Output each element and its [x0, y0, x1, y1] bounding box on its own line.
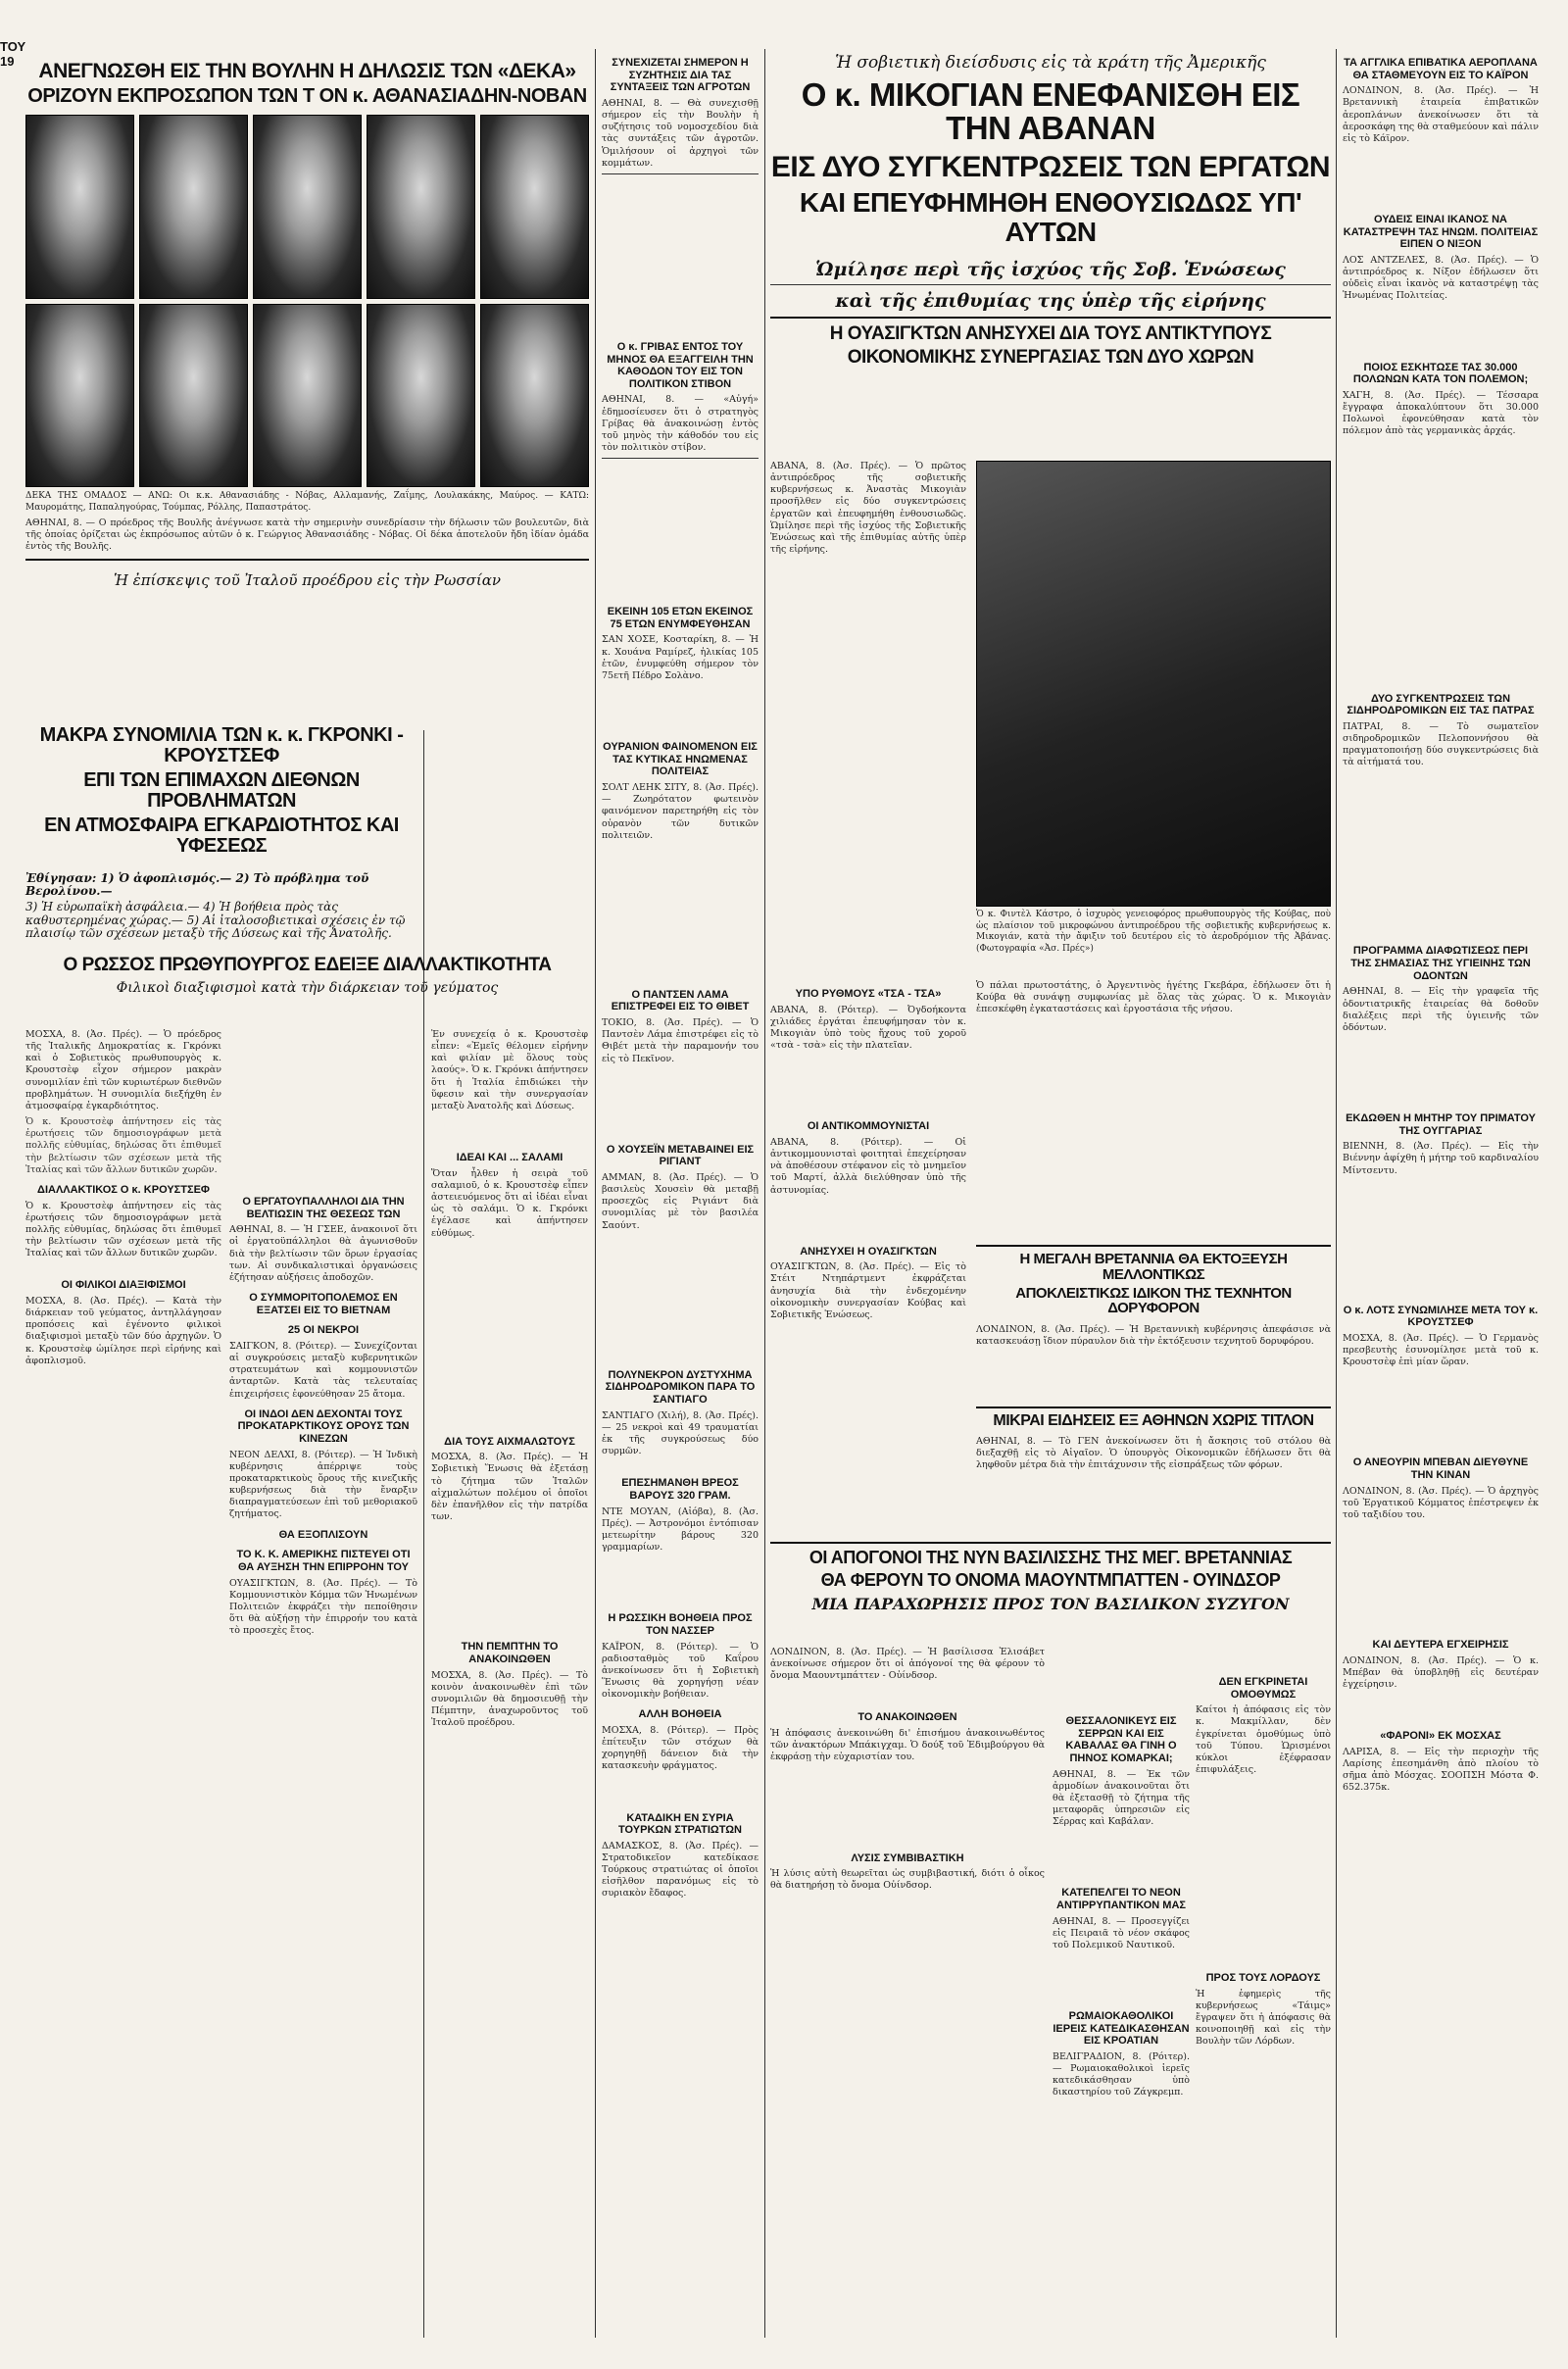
not-approved-text: Καίτοι ἡ ἀπόφασις εἰς τὸν κ. Μακμίλλαν, δὲν ἐγκρίνεται ὁμοθύμως ὑπὸ τοῦ Τύπου. Ὡρισμένοι κύκλοι ἐξέφρασαν ἐπιφυλάξεις. — [1196, 1704, 1331, 1776]
britain-block — [976, 1240, 1331, 1534]
solution-subhead: ΛΥΣΙΣ ΣΥΜΒΙΒΑΣΤΙΚΗ — [851, 1851, 964, 1864]
sky-text: ΣΟΛΤ ΛΕΗΚ ΣΙΤΥ, 8. (Ἀσ. Πρές). — Ζωηρότατον φωτεινὸν φαινόμενον παρετηρήθη εἰς τὸν οὐρανὸν τῶν δυτικῶν πολιτειῶν. — [602, 782, 759, 841]
nixon-text: ΛΟΣ ΑΝΤΖΕΛΕΣ, 8. (Ἀσ. Πρές). — Ὁ ἀντιπρόεδρος κ. Νίξον ἐδήλωσεν ὅτι οὐδεὶς εἶναι ἱκανὸς νὰ καταστρέψῃ τὰς Ἡνωμένας Πολιτείας. — [1343, 254, 1539, 302]
rail-meeting-headline: ΔΥΟ ΣΥΓΚΕΝΤΡΩΣΕΙΣ ΤΩΝ ΣΙΔΗΡΟΔΡΟΜΙΚΩΝ ΕΙΣ ΤΑΣ ΠΑΤΡΑΣ — [1347, 692, 1535, 717]
farmers-headline: ΣΥΝΕΧΙΖΕΤΑΙ ΣΗΜΕΡΟΝ Η ΣΥΖΗΤΗΣΙΣ ΔΙΑ ΤΑΣ ΣΥΝΤΑΞΕΙΣ ΤΩΝ ΑΓΡΟΤΩΝ — [610, 57, 751, 94]
aid-text: ΚΑΪΡΟΝ, 8. (Ρόιτερ). — Ὁ ραδιοσταθμὸς τοῦ Καΐρου ἀνεκοίνωσεν ὅτι ἡ Σοβιετικὴ Ἕνωσις θὰ χορηγήσῃ νέαν οἰκονομικὴν βοήθειαν. — [602, 1641, 759, 1701]
portrait-photo — [367, 304, 475, 488]
divider — [602, 173, 759, 174]
havana-text: ΑΒΑΝΑ, 8. (Ἀσ. Πρές). — Ὁ πρῶτος ἀντιπρόεδρος τῆς σοβιετικῆς κυβερνήσεως κ. Ἀναστὰς Μικογιὰν προσῆλθεν εἰς δύο συγκεντρώσεις ἐργατῶν καὶ ἐπευφημήθη ἐνθουσιωδῶς. Ὡμίλησε περὶ τῆς ἰσχύος τῆς Σοβιετικῆς Ἑνώσεως καὶ τῆς ἐπιθυμίας αὐτῆς ὑπὲρ τῆς εἰρήνης. — [770, 461, 966, 556]
fifth-text: ΜΟΣΧΑ, 8. (Ἀσ. Πρές). — Τὸ κοινὸν ἀνακοινωθὲν ἐπὶ τῶν συνομιλιῶν θὰ δημοσιευθῇ τὴν Πέμπτην, ἀναχωροῦντος τοῦ Ἰταλοῦ προέδρου. — [431, 1669, 588, 1729]
photo-caption-block — [976, 910, 1331, 978]
other-aid-text: ΜΟΣΧΑ, 8. (Ρόιτερ). — Πρὸς ἐπίτευξιν τῶν στόχων θὰ χορηγηθῇ δάνειον διὰ τὴν κατασκευὴν φράγματος. — [602, 1724, 759, 1772]
war-text: ΧΑΓΗ, 8. (Ἀσ. Πρές). — Τέσσαρα ἔγγραφα ἀποκαλύπτουν ὅτι 30.000 Πολωνοὶ ἐφονεύθησαν κατὰ τὸν πόλεμον ἀπὸ τὰς γερμανικὰς ἀρχάς. — [1343, 389, 1539, 437]
main-headline-line2: ΟΡΙΖΟΥΝ ΕΚΠΡΟΣΩΠΟΝ ΤΩΝ Τ ΟΝ κ. ΑΘΑΝΑΣΙΑΔΗΝ-ΝΟΒΑΝ — [27, 85, 587, 108]
portrait-photo — [367, 115, 475, 299]
havana-text-block — [770, 461, 966, 921]
not-approved-subhead: ΔΕΝ ΕΓΚΡΙΝΕΤΑΙ ΟΜΟΘΥΜΩΣ — [1218, 1676, 1308, 1701]
royal-text: ΛΟΝΔΙΝΟΝ, 8. (Ἀσ. Πρές). — Ἡ βασίλισσα Ἐλισάβετ ἀνεκοίνωσε σήμερον ὅτι οἱ ἀπόγονοί της θὰ φέρουν τὸ ὄνομα Μαουντμπάττεν - Οὐίνδσορ. — [770, 1647, 1045, 1682]
divider — [770, 1542, 1331, 1544]
britain-text: ΛΟΝΔΙΝΟΝ, 8. (Ἀσ. Πρές). — Ἡ Βρεταννικὴ κυβέρνησις ἀπεφάσισε νὰ κατασκευάσῃ ἴδιον πύραυλον διὰ τὴν ἐκτόξευσιν τεχνητοῦ δορυφόρου. — [976, 1324, 1331, 1348]
castro-mikoyan-photo — [976, 461, 1331, 907]
announcement-subhead: ΤΟ ΑΝΑΚΟΙΝΩΘΕΝ — [858, 1711, 957, 1724]
second-op-headline: ΚΑΙ ΔΕΥΤΕΡΑ ΕΓΧΕΙΡΗΣΙΣ — [1372, 1639, 1509, 1652]
col4-bottom-mid — [1053, 1647, 1190, 2333]
divider — [25, 559, 589, 561]
gronchi-headline-1: ΜΑΚΡΑ ΣΥΝΟΜΙΛΙΑ ΤΩΝ κ. κ. ΓΚΡΟΝΚΙ - ΚΡΟΥΣΤΣΕΦ — [39, 724, 404, 766]
topics-line-1: Ἐθίγησαν: 1) Ὁ ἀφοπλισμός.— 2) Τὸ πρόβλημα τοῦ Βερολίνου.— — [25, 871, 369, 899]
gronchi-continued: Ἐν συνεχείᾳ ὁ κ. Κρουστσὲφ εἶπεν: «Ἐμεῖς θέλομεν εἰρήνην καὶ φιλίαν μὲ ὅλους τοὺς λαούς». Ὁ κ. Γκρόνκι ἀπήντησεν ὅτι ἡ Ἰταλία ἐπιδιώκει τὴν ὕφεσιν καὶ τὴν συνεργασίαν μεταξὺ Ἀνατολῆς καὶ Δύσεως. — [431, 1029, 588, 1111]
aid-headline: Η ΡΩΣΣΙΚΗ ΒΟΗΘΕΙΑ ΠΡΟΣ ΤΟΝ ΝΑΣΣΕΡ — [608, 1612, 753, 1637]
column-rule — [764, 49, 765, 2338]
nixon-headline: ΟΥΔΕΙΣ ΕΙΝΑΙ ΙΚΑΝΟΣ ΝΑ ΚΑΤΑΣΤΡΕΨΗ ΤΑΣ ΗΝΩΜ. ΠΟΛΙΤΕΙΑΣ ΕΙΠΕΝ Ο ΝΙΞΟΝ — [1343, 214, 1539, 251]
antipollution-headline: ΚΑΤΕΠΕΛΓΕΙ ΤΟ ΝΕΟΝ ΑΝΤΙΡΡΥΠΑΝΤΙΚΟΝ ΜΑΣ — [1056, 1887, 1186, 1911]
rail-accident-headline: ΠΟΛΥΝΕΚΡΟΝ ΔΥΣΤΥΧΗΜΑ ΣΙΔΗΡΟΔΡΟΜΙΚΟΝ ΠΑΡΑ ΤΟ ΣΑΝΤΙΑΓΟ — [605, 1368, 756, 1407]
topics-block — [25, 872, 417, 951]
col2-right-body — [431, 1029, 588, 2333]
thessaloniki-headline: ΘΕΣΣΑΛΟΝΙΚΕΥΣ ΕΙΣ ΣΕΡΡΩΝ ΚΑΙ ΕΙΣ ΚΑΒΑΛΑΣ ΘΑ ΓΙΝΗ Ο ΠΗΝΟΣ ΚΟΜΑΡΚΑΙ; — [1065, 1715, 1177, 1764]
mikoyan-sub-2: καὶ τῆς ἐπιθυμίας της ὑπὲρ τῆς εἰρήνης — [835, 290, 1266, 313]
russian-pm-sub: Φιλικοὶ διαξιφισμοὶ κατὰ τὴν διάρκειαν τοῦ γεύματος — [116, 979, 499, 996]
syria-headline: ΚΑΤΑΔΙΚΗ ΕΝ ΣΥΡΙΑ ΤΟΥΡΚΩΝ ΣΤΡΑΤΙΩΤΩΝ — [618, 1811, 742, 1837]
sky-headline: ΟΥΡΑΝΙΟΝ ΦΑΙΝΟΜΕΝΟΝ ΕΙΣ ΤΑΣ ΚΥΤΙΚΑΣ ΗΝΩΜΕΝΑΣ ΠΟΛΙΤΕΙΑΣ — [603, 741, 758, 778]
col2-body — [229, 1029, 417, 2333]
moscow-text: ΜΟΣΧΑ, 8. (Ἀσ. Πρές). — Ὁ πρόεδρος τῆς Ἰταλικῆς Δημοκρατίας κ. Γκρόνκι καὶ ὁ Σοβιετικὸς πρωθυπουργὸς κ. Κρουστσὲφ εἶχον σήμερον μακρὰν συνομιλίαν ἐπὶ τῶν κυριωτέρων διεθνῶν προβλημάτων. Ἡ συνομιλία διεξήχθη ἐν ἀτμοσφαίρᾳ ἐγκαρδιότητος. — [25, 1029, 221, 1111]
lords-text: Ἡ ἐφημερὶς τῆς κυβερνήσεως «Τάιμς» ἔγραψεν ὅτι ἡ ἀπόφασις θὰ κοινοποιηθῇ καὶ εἰς τὴν Βουλὴν τῶν Λόρδων. — [1196, 1988, 1331, 2048]
syria-text: ΔΑΜΑΣΚΟΣ, 8. (Ἀσ. Πρές). — Στρατοδικεῖον κατεδίκασε Τούρκους στρατιώτας οἱ ὁποῖοι εἰσῆλθον παρανόμως εἰς τὸ συριακὸν ἔδαφος. — [602, 1840, 759, 1900]
mikoyan-sub-1: Ὡμίλησε περὶ τῆς ἰσχύος τῆς Σοβ. Ἑνώσεως — [815, 259, 1286, 281]
worry-text: ΟΥΑΣΙΓΚΤΩΝ, 8. (Ἀσ. Πρές). — Εἰς τὸ Στέιτ Ντηπάρτμεντ ἐκφράζεται ἀνησυχία διὰ τὴν ἐνδεχομένην οἰκονομικὴν συνεργασίαν Κούβας καὶ Σοβιετικῆς Ἑνώσεως. — [770, 1261, 966, 1320]
portrait-photo — [139, 115, 248, 299]
left-edge-fragment — [0, 39, 26, 2333]
grivas-text: ΑΘΗΝΑΙ, 8. — «Αὐγή» ἐδημοσίευσεν ὅτι ὁ στρατηγὸς Γρίβας θὰ ἀνακοινώσῃ ἐντὸς τοῦ μηνὸς τὴν κάθοδόν του εἰς τὸν πολιτικὸν στίβον. — [602, 394, 759, 454]
rail-accident-text: ΣΑΝΤΙΑΓΟ (Χιλή), 8. (Ἀσ. Πρές). — 25 νεκροὶ καὶ 49 τραυματίαι ἐκ τῆς συγκρούσεως δύο συρμῶν. — [602, 1409, 759, 1457]
friendly-subhead: ΟΙ ΦΙΛΙΚΟΙ ΔΙΑΞΙΦΙΣΜΟΙ — [61, 1279, 186, 1292]
mikoyan-headline-1: Ο κ. ΜΙΚΟΓΙΑΝ ΕΝΕΦΑΝΙΣΘΗ ΕΙΣ ΤΗΝ ΑΒΑΝΑΝ — [801, 75, 1300, 147]
royal-block — [770, 1537, 1331, 1645]
royal-headline-2: ΘΑ ΦΕΡΟΥΝ ΤΟ ΟΝΟΜΑ ΜΑΟΥΝΤΜΠΑΤΤΕΝ - ΟΥΙΝΔΣΟΡ — [820, 1569, 1281, 1590]
russian-pm-block — [25, 956, 589, 1024]
divider — [602, 458, 759, 459]
teeth-headline: ΠΡΟΓΡΑΜΜΑ ΔΙΑΦΩΤΙΣΕΩΣ ΠΕΡΙ ΤΗΣ ΣΗΜΑΣΙΑΣ ΤΗΣ ΥΓΙΕΙΝΗΣ ΤΩΝ ΟΔΟΝΤΩΝ — [1350, 945, 1531, 982]
divider — [770, 317, 1331, 319]
column-rule — [595, 49, 596, 2338]
mother-headline: ΕΚΔΩΘΕΝ Η ΜΗΤΗΡ ΤΟΥ ΠΡΙΜΑΤΟΥ ΤΗΣ ΟΥΓΓΑΡΙΑΣ — [1346, 1111, 1536, 1137]
mikoyan-headline-3: ΚΑΙ ΕΠΕΥΦΗΜΗΘΗ ΕΝΘΟΥΣΙΩΔΩΣ ΥΠ' ΑΥΤΩΝ — [799, 187, 1302, 247]
aneurin-headline: Ο ΑΝΕΟΥΡΙΝ ΜΠΕΒΑΝ ΔΙΕΥΘΥΝΕ ΤΗΝ ΚΙΝΑΝ — [1352, 1456, 1529, 1482]
thessaloniki-text: ΑΘΗΝΑΙ, 8. — Ἐκ τῶν ἀρμοδίων ἀνακοινοῦται ὅτι θὰ ἐξετασθῇ τὸ ζήτημα τῆς μεταφορᾶς ὑπηρεσιῶν εἰς Σέρρας καὶ Καβάλαν. — [1053, 1768, 1190, 1828]
royal-subhead: ΜΙΑ ΠΑΡΑΧΩΡΗΣΙΣ ΠΡΟΣ ΤΟΝ ΒΑΣΙΛΙΚΟΝ ΣΥΖΥΓΟΝ — [811, 1594, 1290, 1613]
main-headline-line1: ΑΝΕΓΝΩΣΘΗ ΕΙΣ ΤΗΝ ΒΟΥΛΗΝ Η ΔΗΛΩΣΙΣ ΤΩΝ «ΔΕΚΑ» — [38, 60, 576, 82]
pharoi-text: ΛΑΡΙΣΑ, 8. — Εἰς τὴν περιοχὴν τῆς Λαρίσης ἐπεσημάνθη ἀπὸ πλοίου τὸ σῆμα ἀπὸ Μόσχας. ΣΟΟΠΣΗ Μόστα Φ. 652.375κ. — [1343, 1746, 1539, 1794]
portrait-photo — [253, 304, 362, 488]
rail-meeting-text: ΠΑΤΡΑΙ, 8. — Τὸ σωματεῖον σιδηροδρομικῶν Πελοποννήσου θὰ πραγματοποιήσῃ δύο συγκεντρώσεις διὰ τὰ αἰτήματά του. — [1343, 720, 1539, 768]
teeth-text: ΑΘΗΝΑΙ, 8. — Εἰς τὴν γραφεῖα τῆς ὀδοντιατρικῆς ἑταιρείας θὰ δοθοῦν διαλέξεις περὶ τῆς ὑγιεινῆς τῶν ὀδόντων. — [1343, 986, 1539, 1033]
other-aid-subhead: ΑΛΛΗ ΒΟΗΘΕΙΑ — [638, 1708, 722, 1721]
second-op-text: ΛΟΝΔΙΝΟΝ, 8. (Ἀσ. Πρές). — Ὁ κ. Μπέβαν θὰ ὑποβληθῇ εἰς δευτέραν ἐγχείρησιν. — [1343, 1654, 1539, 1691]
portrait-photo — [480, 304, 589, 488]
airline-headline: ΤΑ ΑΓΓΛΙΚΑ ΕΠΙΒΑΤΙΚΑ ΑΕΡΟΠΛΑΝΑ ΘΑ ΣΤΑΘΜΕΥΟΥΝ ΕΙΣ ΤΟ ΚΑΪΡΟΝ — [1344, 57, 1538, 81]
nehru-text: ΣΑΝ ΧΟΣΕ, Κοσταρίκη, 8. — Ἡ κ. Χουάνα Ραμίρεζ, ἡλικίας 105 ἐτῶν, ἐνυμφεύθη σήμερον τὸν 75ετῆ Πέδρο Σολὰνο. — [602, 634, 759, 681]
portrait-photo — [25, 115, 134, 299]
royal-headline-1: ΟΙ ΑΠΟΓΟΝΟΙ ΤΗΣ ΝΥΝ ΒΑΣΙΛΙΣΣΗΣ ΤΗΣ ΜΕΓ. ΒΡΕΤΑΝΝΙΑΣ — [808, 1548, 1293, 1567]
column-rule — [1336, 49, 1337, 2338]
worry-subhead: ΑΝΗΣΥΧΕΙ Η ΟΥΑΣΙΓΚΤΩΝ — [800, 1245, 937, 1258]
prisoners-text: ΜΟΣΧΑ, 8. (Ἀσ. Πρές). — Ἡ Σοβιετικὴ Ἕνωσις θὰ ἐξετάσῃ τὸ ζήτημα τῶν Ἰταλῶν αἰχμαλώτων πολέμου οἱ ὁποῖοι δὲν ἐπανῆλθον εἰς τὴν πατρίδα των. — [431, 1452, 588, 1523]
romania-headline: ΡΩΜΑΙΟΚΑΘΟΛΙΚΟΙ ΙΕΡΕΙΣ ΚΑΤΕΔΙΚΑΣΘΗΣΑΝ ΕΙΣ ΚΡΟΑΤΙΑΝ — [1053, 2010, 1190, 2048]
grivas-headline: Ο κ. ΓΡΙΒΑΣ ΕΝΤΟΣ ΤΟΥ ΜΗΝΟΣ ΘΑ ΕΞΑΓΓΕΙΛΗ ΤΗΝ ΚΑΘΟΔΟΝ ΤΟΥ ΕΙΣ ΤΟΝ ΠΟΛΙΤΙΚΟΝ ΣΤΙΒΟΝ — [607, 340, 754, 390]
airline-text: ΛΟΝΔΙΝΟΝ, 8. (Ἀσ. Πρές). — Ἡ Βρεταννικὴ ἑταιρεία ἐπιβατικῶν ἀεροπλάνων ἀνεκοίνωσεν ὅτι τὰ ἀεροσκάφη της θὰ σταθμεύουν καὶ πάλιν εἰς τὸ Κάϊρον. — [1343, 85, 1539, 144]
col4-right-body — [976, 980, 1331, 1235]
dialogue-headline: Ο κ. ΛΟΤΣ ΣΥΝΩΜΙΛΗΣΕ ΜΕΤΑ ΤΟΥ κ. ΚΡΟΥΣΤΣΕΦ — [1343, 1304, 1539, 1329]
edge-fragment-year: 19 — [0, 54, 15, 69]
hussein-headline: Ο ΧΟΥΣΕΪΝ ΜΕΤΑΒΑΙΝΕΙ ΕΙΣ ΡΙΓΙΑΝΤ — [606, 1143, 755, 1168]
story-text: ΑΘΗΝΑΙ, 8. — Ο πρόεδρος τῆς Βουλῆς ἀνέγνωσε κατὰ τὴν σημερινὴν συνεδρίασιν τὴν δήλωσιν τῶν βουλευτῶν, διὰ τῆς ὁποίας ὁρίζεται ὡς ἐκπρόσωπος αὐτῶν ὁ κ. Γεώργιος Ἀθανασιάδης - Νόβας. Οἱ δέκα ἀποτελοῦν ἤδη ἰδίαν ὁμάδα ἐντὸς τῆς Βουλῆς. — [25, 518, 589, 553]
russian-pm-headline: Ο ΡΩΣΣΟΣ ΠΡΩΘΥΠΟΥΡΓΟΣ ΕΔΕΙΞΕ ΔΙΑΛΛΑΚΤΙΚΟΤΗΤΑ — [63, 955, 552, 975]
col1-top-block — [25, 61, 589, 727]
exoplisoun-subhead: ΘΑ ΕΞΟΠΛΙΣΟΥΝ — [278, 1528, 368, 1541]
worker-headline: Ο ΕΡΓΑΤΟΥΠΑΛΛΗΛΟΙ ΔΙΑ ΤΗΝ ΒΕΛΤΙΩΣΙΝ ΤΗΣ ΘΕΣΕΩΣ ΤΩΝ — [242, 1196, 405, 1220]
col4-left-body — [770, 980, 966, 1362]
gronchi-headline-3: ΕΝ ΑΤΜΟΣΦΑΙΡΑ ΕΓΚΑΡΔΙΟΤΗΤΟΣ ΚΑΙ ΥΦΕΣΕΩΣ — [44, 814, 399, 857]
edge-fragment-top: ΤΟΥ — [0, 39, 26, 54]
lords-subhead: ΠΡΟΣ ΤΟΥΣ ΛΟΡΔΟΥΣ — [1205, 1972, 1321, 1985]
antipollution-text: ΑΘΗΝΑΙ, 8. — Προσεγγίζει εἰς Πειραιᾶ τὸ νέον σκάφος τοῦ Πολεμικοῦ Ναυτικοῦ. — [1053, 1915, 1190, 1950]
war-headline: ΠΟΙΟΣ ΕΣΚΗΤΩΣΕ ΤΑΣ 30.000 ΠΟΛΩΝΩΝ ΚΑΤΑ ΤΟΝ ΠΟΛΕΜΟΝ; — [1352, 361, 1529, 386]
friendly-text: ΜΟΣΧΑ, 8. (Ἀσ. Πρές). — Κατὰ τὴν διάρκειαν τοῦ γεύματος, ἀντηλλάγησαν προπόσεις καὶ ἐγένοντο φιλικοὶ διαξιφισμοὶ μεταξὺ τῶν δύο ἀρχηγῶν. Ὁ κ. Κρουστσὲφ ὡμίλησε περὶ εἰρήνης καὶ ἀφοπλισμοῦ. — [25, 1295, 221, 1366]
us-cp-headline: ΤΟ Κ. Κ. ΑΜΕΡΙΚΗΣ ΠΙΣΤΕΥΕΙ ΟΤΙ ΘΑ ΑΥΞΗΣΗ ΤΗΝ ΕΠΙΡΡΟΗΝ ΤΟΥ — [236, 1549, 411, 1573]
mother-text: ΒΙΕΝΝΗ, 8. (Ἀσ. Πρές). — Εἰς τὴν Βιέννην ἀφίχθη ἡ μήτηρ τοῦ καρδιναλίου Μίντσεντυ. — [1343, 1141, 1539, 1176]
ideas-text: Ὅταν ἦλθεν ἡ σειρὰ τοῦ σαλαμιοῦ, ὁ κ. Κρουστσὲφ εἶπεν ἀστειευόμενος ὅτι αἱ ἰδέαι εἶναι ὡς τὸ σαλάμι. Ὁ κ. Γκρόνκι ἐγέλασε καὶ ἀπήντησεν εὐθύμως. — [431, 1167, 588, 1239]
solution-text: Ἡ λύσις αὐτὴ θεωρεῖται ὡς συμβιβαστική, διότι ὁ οἶκος θὰ διατηρήσῃ τὸ ὄνομα Οὐίνδσορ. — [770, 1868, 1045, 1892]
moscow-text-cont: Ὁ κ. Κρουστσὲφ ἀπήντησεν εἰς τὰς ἐρωτήσεις τῶν δημοσιογράφων μετὰ πολλῆς εὐθυμίας, δηλώσας ὅτι ἐπιθυμεῖ τὴν βελτίωσιν τῶν σχέσεων μετὰ τῆς Ἰταλίας καὶ τῶν ἄλλων δυτικῶν χωρῶν. — [25, 1116, 221, 1175]
hussein-text: ΑΜΜΑΝ, 8. (Ἀσ. Πρές). — Ὁ βασιλεὺς Χουσεὶν θὰ μεταβῇ προσεχῶς εἰς Ριγιάντ διὰ συνομιλίας μὲ τὸν βασιλέα Σαούντ. — [602, 1172, 759, 1231]
india-text: ΝΕΟΝ ΔΕΛΧΙ, 8. (Ρόιτερ). — Ἡ Ἰνδικὴ κυβέρνησις ἀπέρριψε τοὺς προκαταρκτικοὺς ὅρους τῆς κινεζικῆς κυβερνήσεως διὰ τὴν ἔναρξιν διαπραγματεύσεων ἐπὶ τοῦ μεθοριακοῦ ζητήματος. — [229, 1449, 417, 1520]
vietnam-subhead: 25 ΟΙ ΝΕΚΡΟΙ — [287, 1324, 360, 1337]
tsa-subhead: ΥΠΟ ΡΥΘΜΟΥΣ «ΤΣΑ - ΤΣΑ» — [795, 988, 942, 1000]
nehru-headline: ΕΚΕΙΝΗ 105 ΕΤΩΝ ΕΚΕΙΝΟΣ 75 ΕΤΩΝ ΕΝΥΜΦΕΥΘΗΣΑΝ — [607, 606, 754, 630]
politicians-photo-grid — [25, 115, 589, 487]
col1-body — [25, 1029, 221, 2333]
guevara-text: Ὁ πάλαι πρωτοστάτης, ὁ Ἀργεντινὸς ἡγέτης Γκεβάρα, ἐδήλωσεν ὅτι ἡ Κούβα θὰ συνάψῃ συμφωνίας μὲ ὅλας τὰς χώρας. Ὁ κ. Μικογιὰν ἐπεσκέφθη ἐγκαταστάσεις καὶ ἐργοστάσια τῆς νήσου. — [976, 980, 1331, 1015]
announcement-text: Ἡ ἀπόφασις ἀνεκοινώθη δι' ἐπισήμου ἀνακοινωθέντος τῶν ἀνακτόρων Μπάκιγχαμ. Ὁ δούξ τοῦ Ἐδιμβούργου θὰ ἐκφράσῃ τὴν εὐχαριστίαν του. — [770, 1728, 1045, 1763]
washington-headline-1: Η ΟΥΑΣΙΓΚΤΩΝ ΑΝΗΣΥΧΕΙ ΔΙΑ ΤΟΥΣ ΑΝΤΙΚΤΥΠΟΥΣ — [829, 323, 1272, 345]
small-news-text: ΑΘΗΝΑΙ, 8. — Τὸ ΓΕΝ ἀνεκοίνωσεν ὅτι ἡ ἄσκησις τοῦ στόλου θὰ διεξαχθῇ εἰς τὸ Αἰγαῖον. Ὁ ὑπουργὸς Οἰκονομικῶν ἐδήλωσεν ὅτι θὰ ληφθοῦν μέτρα διὰ τὴν ἐπιτάχυνσιν τῆς εἰσπράξεως τῶν φόρων. — [976, 1436, 1331, 1471]
col5 — [1343, 49, 1539, 2333]
vietnam-text: ΣΑΙΓΚΟΝ, 8. (Ρόιτερ). — Συνεχίζονται αἱ συγκρούσεις μεταξὺ κυβερνητικῶν στρατευμάτων καὶ κομμουνιστῶν ἀνταρτῶν. Κατὰ τὰς τελευταίας ἐπιχειρήσεις ἐφονεύθησαν 25 ἄτομα. — [229, 1340, 417, 1400]
divider — [976, 1407, 1331, 1408]
castro-photo-caption: Ὁ κ. Φιντὲλ Κάστρο, ὁ ἰσχυρὸς γενειοφόρος πρωθυπουργὸς τῆς Κούβας, ποὺ ὡς πλαίσιον τοῦ μικροφώνου ἀντιπροέδρου τῆς σοβιετικῆς κυβερνήσεως κ. Μικογιάν, κατὰ τὴν ἄφιξιν τοῦ δευτέρου εἰς τὸ ἀεροδρόμιον τῆς Ἀβάνας. (Φωτογραφία «Ἀσ. Πρές») — [976, 910, 1331, 954]
mikoyan-headline-2: ΕΙΣ ΔΥΟ ΣΥΓΚΕΝΤΡΩΣΕΙΣ ΤΩΝ ΕΡΓΑΤΩΝ — [770, 150, 1331, 183]
prisoners-subhead: ΔΙΑ ΤΟΥΣ ΑΙΧΜΑΛΩΤΟΥΣ — [444, 1435, 575, 1448]
mikoyan-top — [770, 54, 1331, 456]
us-cp-text: ΟΥΑΣΙΓΚΤΩΝ, 8. (Ἀσ. Πρές). — Τὸ Κομμουνιστικὸν Κόμμα τῶν Ἡνωμένων Πολιτειῶν ἐκφράζει τὴν πεποίθησιν ὅτι θὰ αὐξήσῃ τὴν ἐπιρροήν του κατὰ τὸ προσεχὲς ἔτος. — [229, 1577, 417, 1637]
gronchi-headline-2: ΕΠΙ ΤΩΝ ΕΠΙΜΑΧΩΝ ΔΙΕΘΝΩΝ ΠΡΟΒΛΗΜΑΤΩΝ — [83, 769, 360, 812]
portrait-photo — [25, 304, 134, 488]
portrait-photo — [480, 115, 589, 299]
meteorite-headline: ΕΠΕΣΗΜΑΝΘΗ ΒΡΕΟΣ ΒΑΡΟΥΣ 320 ΓΡΑΜ. — [621, 1477, 739, 1502]
panchen-text: ΤΟΚΙΟ, 8. (Ἀσ. Πρές). — Ὁ Παντσὲν Λάμα ἐπιστρέφει εἰς τὸ Θιβέτ μετὰ τὴν παραμονήν του εἰς τὸ Πεκῖνον. — [602, 1017, 759, 1064]
pharoi-headline: «ΦΑΡΟΝΙ» ΕΚ ΜΟΣΧΑΣ — [1380, 1730, 1501, 1743]
khrushchev-text: Ὁ κ. Κρουστσὲφ ἀπήντησεν εἰς τὰς ἐρωτήσεις τῶν δημοσιογράφων μετὰ πολλῆς εὐθυμίας, δηλώσας ὅτι ἐπιθυμεῖ τὴν βελτίωσιν τῶν σχέσεων μετὰ τῆς Ἰταλίας καὶ τῶν ἄλλων δυτικῶν χωρῶν. — [25, 1200, 221, 1259]
britain-headline-2: ΑΠΟΚΛΕΙΣΤΙΚΩΣ ΙΔΙΚΟΝ ΤΗΣ ΤΕΧΝΗΤΟΝ ΔΟΡΥΦΟΡΟΝ — [1015, 1284, 1292, 1317]
portrait-photo — [253, 115, 362, 299]
anticomm-subhead: ΟΙ ΑΝΤΙΚΟΜΜΟΥΝΙΣΤΑΙ — [807, 1120, 930, 1133]
col4-bottom-right — [1196, 1647, 1331, 2333]
washington-headline-2: ΟΙΚΟΝΟΜΙΚΗΣ ΣΥΝΕΡΓΑΣΙΑΣ ΤΩΝ ΔΥΟ ΧΩΡΩΝ — [847, 346, 1254, 368]
fifth-subhead: ΤΗΝ ΠΕΜΠΤΗΝ ΤΟ ΑΝΑΚΟΙΝΩΘΕΝ — [461, 1641, 559, 1665]
col3 — [602, 49, 759, 2333]
dialogue-text: ΜΟΣΧΑ, 8. (Ἀσ. Πρές). — Ὁ Γερμανὸς πρεσβευτὴς ἐσυνομίλησε μετὰ τοῦ κ. Κρουστσὲφ ἐπὶ μίαν ὥραν. — [1343, 1333, 1539, 1368]
khrushchev-subhead: ΔΙΑΛΛΑΚΤΙΚΟΣ Ο κ. ΚΡΟΥΣΤΣΕΦ — [37, 1183, 210, 1196]
ideas-headline: ΙΔΕΑΙ ΚΑΙ ... ΣΑΛΑΜΙ — [456, 1152, 564, 1164]
aneurin-text: ΛΟΝΔΙΝΟΝ, 8. (Ἀσ. Πρές). — Ὁ ἀρχηγὸς τοῦ Ἐργατικοῦ Κόμματος ἐπέστρεψεν ἐκ τοῦ ταξιδίου του. — [1343, 1485, 1539, 1521]
worker-text: ΑΘΗΝΑΙ, 8. — Ἡ ΓΣΕΕ, ἀνακοινοῖ ὅτι οἱ ἐργατοϋπάλληλοι θὰ ἀγωνισθοῦν διὰ τὴν βελτίωσιν τῶν ὅρων ἐργασίας των. Αἱ συνδικαλιστικαὶ ὀργανώσεις ἐζήτησαν αὐξήσεις ἀποδοχῶν. — [229, 1224, 417, 1283]
divider — [770, 284, 1331, 285]
anticomm-text: ΑΒΑΝΑ, 8. (Ρόιτερ). — Οἱ ἀντικομμουνισταὶ φοιτηταὶ ἐπεχείρησαν νὰ ἀποθέσουν στέφανον εἰς τὸ μνημεῖον τοῦ Μαρτί, ἀλλὰ διελύθησαν ὑπὸ τῆς ἀστυνομίας. — [770, 1136, 966, 1196]
romania-text: ΒΕΛΙΓΡΑΔΙΟΝ, 8. (Ρόιτερ). — Ρωμαιοκαθολικοὶ ἱερεῖς κατεδικάσθησαν ὑπὸ δικαστηρίου τοῦ Ζάγκρεμπ. — [1053, 2051, 1190, 2098]
col4-bottom-left — [770, 1647, 1045, 2333]
small-news-headline: ΜΙΚΡΑΙ ΕΙΔΗΣΕΙΣ ΕΞ ΑΘΗΝΩΝ ΧΩΡΙΣ ΤΙΤΛΟΝ — [993, 1412, 1314, 1430]
portrait-photo — [139, 304, 248, 488]
photo-caption: ΔΕΚΑ ΤΗΣ ΟΜΑΔΟΣ — ΑΝΩ: Οι κ.κ. Αθανασιάδης - Νόβας, Αλλαμανής, Ζαΐμης, Λουλακάκης, Μαύρος. — ΚΑΤΩ: Μαυρομάτης, Παπαληγούρας, Τούμπας, Ρόλλης, Παπαστράτος. — [25, 491, 589, 513]
farmers-text: ΑΘΗΝΑΙ, 8. — Θὰ συνεχισθῇ σήμερον εἰς τὴν Βουλὴν ἡ συζήτησις τοῦ νομοσχεδίου διὰ τὰς συντάξεις τῶν ἀγροτῶν. Ὁμιλήσουν οἱ ἀρχηγοὶ τῶν κομμάτων. — [602, 97, 759, 169]
topics-line-2: 3) Ἡ εὐρωπαϊκὴ ἀσφάλεια.— 4) Ἡ βοήθεια πρὸς τὰς καθυστερημένας χώρας.— 5) Αἱ ἰταλοσοβιετικαὶ σχέσεις ἐν τῷ πλαισίῳ τῶν σχέσεων μεταξὺ τῆς Δύσεως καὶ τῆς Ἀνατολῆς. — [25, 900, 406, 940]
divider — [976, 1245, 1331, 1247]
india-headline: ΟΙ ΙΝΔΟΙ ΔΕΝ ΔΕΧΟΝΤΑΙ ΤΟΥΣ ΠΡΟΚΑΤΑΡΚΤΙΚΟΥΣ ΟΡΟΥΣ ΤΩΝ ΚΙΝΕΖΩΝ — [237, 1407, 410, 1446]
italy-kicker: Ἡ ἐπίσκεψις τοῦ Ἰταλοῦ προέδρου εἰς τὴν Ρωσσίαν — [114, 570, 501, 589]
tsa-text: ΑΒΑΝΑ, 8. (Ρόιτερ). — Ὀγδοήκοντα χιλιάδες ἐργάται ἐπευφήμησαν τὸν κ. Μικογιὰν ὑπὸ τοὺς ἤχους τοῦ χοροῦ «τσὰ - τσὰ» εἰς τὴν πλατεῖαν. — [770, 1004, 966, 1052]
britain-headline-1: Η ΜΕΓΑΛΗ ΒΡΕΤΑΝΝΙΑ ΘΑ ΕΚΤΟΞΕΥΣΗ ΜΕΛΛΟΝΤΙΚΩΣ — [1019, 1251, 1288, 1283]
panchen-headline: Ο ΠΑΝΤΣΕΝ ΛΑΜΑ ΕΠΙΣΤΡΕΦΕΙ ΕΙΣ ΤΟ ΘΙΒΕΤ — [611, 988, 750, 1013]
mikoyan-kicker: Ἡ σοβιετικὴ διείσδυσις εἰς τὰ κράτη τῆς Ἀμερικῆς — [835, 53, 1266, 73]
meteorite-text: ΝΤΕ ΜΟΥΑΝ, (Αἰόβα), 8. (Ἀσ. Πρές). — Ἀστρονόμοι ἐντόπισαν μετεωρίτην βάρους 320 γραμμαρίων. — [602, 1505, 759, 1554]
vietnam-headline: Ο ΣΥΜΜΟΡΙΤΟΠΟΛΕΜΟΣ ΕΝ ΕΞΑΤΣΕΙ ΕΙΣ ΤΟ ΒΙΕΤΝΑΜ — [249, 1292, 398, 1316]
